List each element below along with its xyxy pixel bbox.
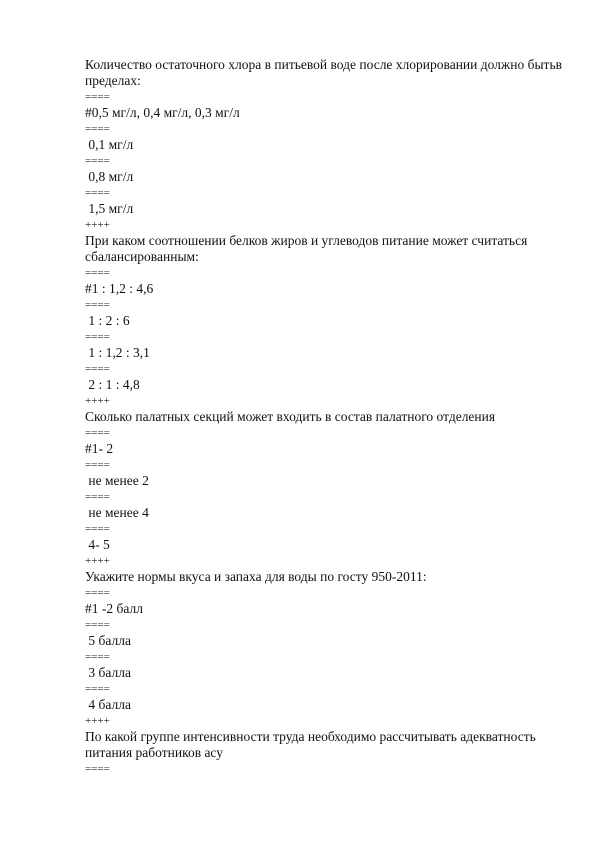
option-separator: ==== <box>85 267 110 279</box>
answer-option: 1,5 мг/л <box>85 201 134 216</box>
answer-option-correct: #1 -2 балл <box>85 601 143 616</box>
option-separator: ==== <box>85 619 110 631</box>
question-block <box>85 569 565 729</box>
document-page <box>85 57 565 777</box>
answer-option: 4 балла <box>85 697 131 712</box>
question-text: Укажите нормы вкуса и запаха для воды по госту 950-2011: <box>85 569 427 584</box>
option-separator: ==== <box>85 299 110 311</box>
question-block <box>85 729 565 777</box>
option-separator: ==== <box>85 187 110 199</box>
option-separator: ==== <box>85 587 110 599</box>
question-text: Количество остаточного хлора в питьевой воде после хлорировании должно бытьв пределах: <box>85 57 562 88</box>
option-separator: ==== <box>85 91 110 103</box>
answer-option: 1 : 1,2 : 3,1 <box>85 345 150 360</box>
option-separator: ==== <box>85 763 110 775</box>
block-separator: ++++ <box>85 715 110 727</box>
question-text: По какой группе интенсивности труда необходимо рассчитывать адекватность питания работников асу <box>85 729 536 760</box>
answer-option: 5 балла <box>85 633 131 648</box>
option-separator: ==== <box>85 155 110 167</box>
option-separator: ==== <box>85 683 110 695</box>
answer-option-correct: #1- 2 <box>85 441 114 456</box>
answer-option: 1 : 2 : 6 <box>85 313 130 328</box>
answer-option: 0,1 мг/л <box>85 137 134 152</box>
answer-option: не менее 4 <box>85 505 149 520</box>
block-separator: ++++ <box>85 555 110 567</box>
option-separator: ==== <box>85 123 110 135</box>
question-text: Сколько палатных секций может входить в состав палатного отделения <box>85 409 496 424</box>
answer-option: 3 балла <box>85 665 131 680</box>
answer-option: 4- 5 <box>85 537 110 552</box>
block-separator: ++++ <box>85 219 110 231</box>
question-block <box>85 233 565 409</box>
answer-option: 0,8 мг/л <box>85 169 134 184</box>
answer-option: 2 : 1 : 4,8 <box>85 377 140 392</box>
option-separator: ==== <box>85 331 110 343</box>
question-block <box>85 57 565 233</box>
answer-option-correct: #1 : 1,2 : 4,6 <box>85 281 154 296</box>
option-separator: ==== <box>85 491 110 503</box>
option-separator: ==== <box>85 523 110 535</box>
answer-option-correct: #0,5 мг/л, 0,4 мг/л, 0,3 мг/л <box>85 105 240 120</box>
option-separator: ==== <box>85 459 110 471</box>
option-separator: ==== <box>85 363 110 375</box>
question-text: При каком соотношении белков жиров и углеводов питание может считаться сбалансированным: <box>85 233 528 264</box>
block-separator: ++++ <box>85 395 110 407</box>
option-separator: ==== <box>85 427 110 439</box>
option-separator: ==== <box>85 651 110 663</box>
question-block <box>85 409 565 569</box>
answer-option: не менее 2 <box>85 473 149 488</box>
